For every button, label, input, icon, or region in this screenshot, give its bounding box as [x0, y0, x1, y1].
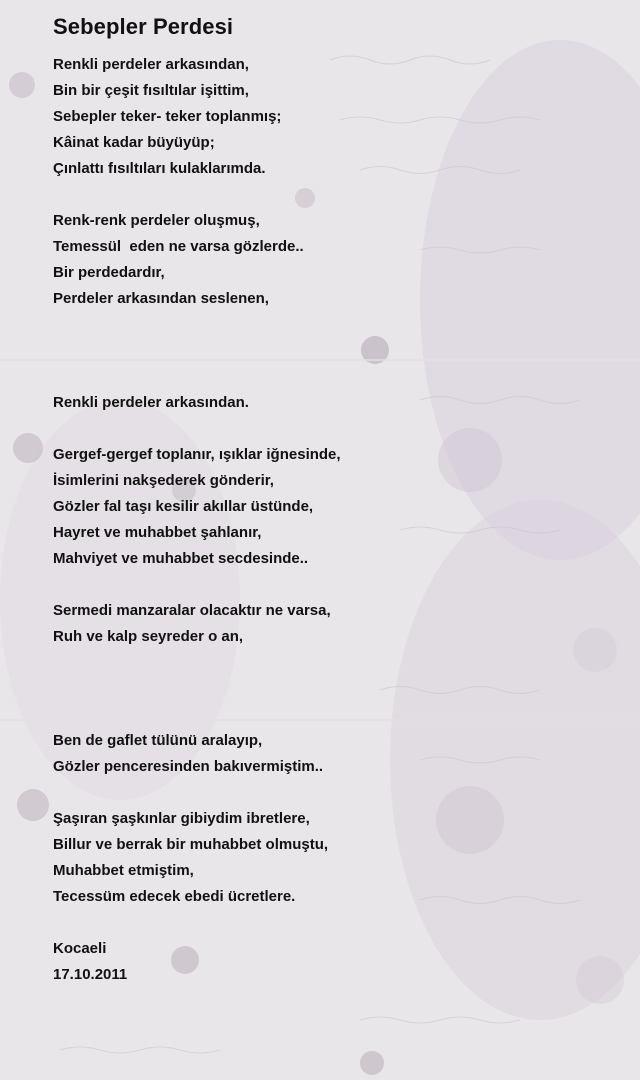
- poem-line: Şaşıran şaşkınlar gibiydim ibretlere,: [53, 810, 310, 827]
- stanza-gap: [53, 416, 613, 442]
- ink-blot: [13, 433, 43, 463]
- poem-line: Renk-renk perdeler oluşmuş,: [53, 212, 260, 229]
- poem-date: 17.10.2011: [53, 966, 128, 983]
- stanza-5: [53, 598, 613, 650]
- stanza-gap: [53, 572, 613, 598]
- stanza-gap: [53, 312, 613, 390]
- poem-line: Gözler penceresinden bakıvermiştim..: [53, 758, 324, 775]
- stanza-gap: [53, 910, 613, 936]
- stanza-gap: [53, 780, 613, 806]
- poem-signature: [53, 936, 613, 988]
- poem-line: Muhabbet etmiştim,: [53, 862, 194, 879]
- poem-line: Renkli perdeler arkasından.: [53, 394, 249, 411]
- ink-blot: [17, 789, 49, 821]
- poem-line: Billur ve berrak bir muhabbet olmuştu,: [53, 836, 329, 853]
- poem-line: Sebepler teker- teker toplanmış;: [53, 108, 282, 125]
- stanza-6: [53, 728, 613, 780]
- stanza-4: [53, 442, 613, 572]
- poem-line: Hayret ve muhabbet şahlanır,: [53, 524, 262, 541]
- poem-line: Bir perdedardır,: [53, 264, 165, 281]
- stanza-gap: [53, 182, 613, 208]
- poem-line: Ruh ve kalp seyreder o an,: [53, 628, 244, 645]
- poem-line: Çınlattı fısıltıları kulaklarımda.: [53, 160, 266, 177]
- ink-blot: [360, 1051, 384, 1075]
- poem-line: Tecessüm edecek ebedi ücretlere.: [53, 888, 296, 905]
- stanza-7: [53, 806, 613, 910]
- stanza-3: [53, 390, 613, 416]
- poem-line: Gergef-gergef toplanır, ışıklar iğnesinde,: [53, 446, 341, 463]
- stanza-2: [53, 208, 613, 312]
- poem-line: Mahviyet ve muhabbet secdesinde..: [53, 550, 309, 567]
- poem-location: Kocaeli: [53, 940, 107, 957]
- poem-line: Ben de gaflet tülünü aralayıp,: [53, 732, 263, 749]
- poem-line: İsimlerini nakşederek gönderir,: [53, 472, 274, 489]
- ink-blot: [9, 72, 35, 98]
- poem-line: Perdeler arkasından seslenen,: [53, 290, 269, 307]
- poem-line: Renkli perdeler arkasından,: [53, 56, 249, 73]
- stanza-1: [53, 52, 613, 182]
- poem-line: Temessül eden ne varsa gözlerde..: [53, 238, 304, 255]
- poem-line: Sermedi manzaralar olacaktır ne varsa,: [53, 602, 331, 619]
- poem-title: Sebepler Perdesi: [53, 14, 234, 39]
- poem-line: Bin bir çeşit fısıltılar işittim,: [53, 82, 249, 99]
- poem-container: [53, 10, 613, 988]
- stanza-gap: [53, 650, 613, 728]
- poem-line: Gözler fal taşı kesilir akıllar üstünde,: [53, 498, 314, 515]
- poem-line: Kâinat kadar büyüyüp;: [53, 134, 215, 151]
